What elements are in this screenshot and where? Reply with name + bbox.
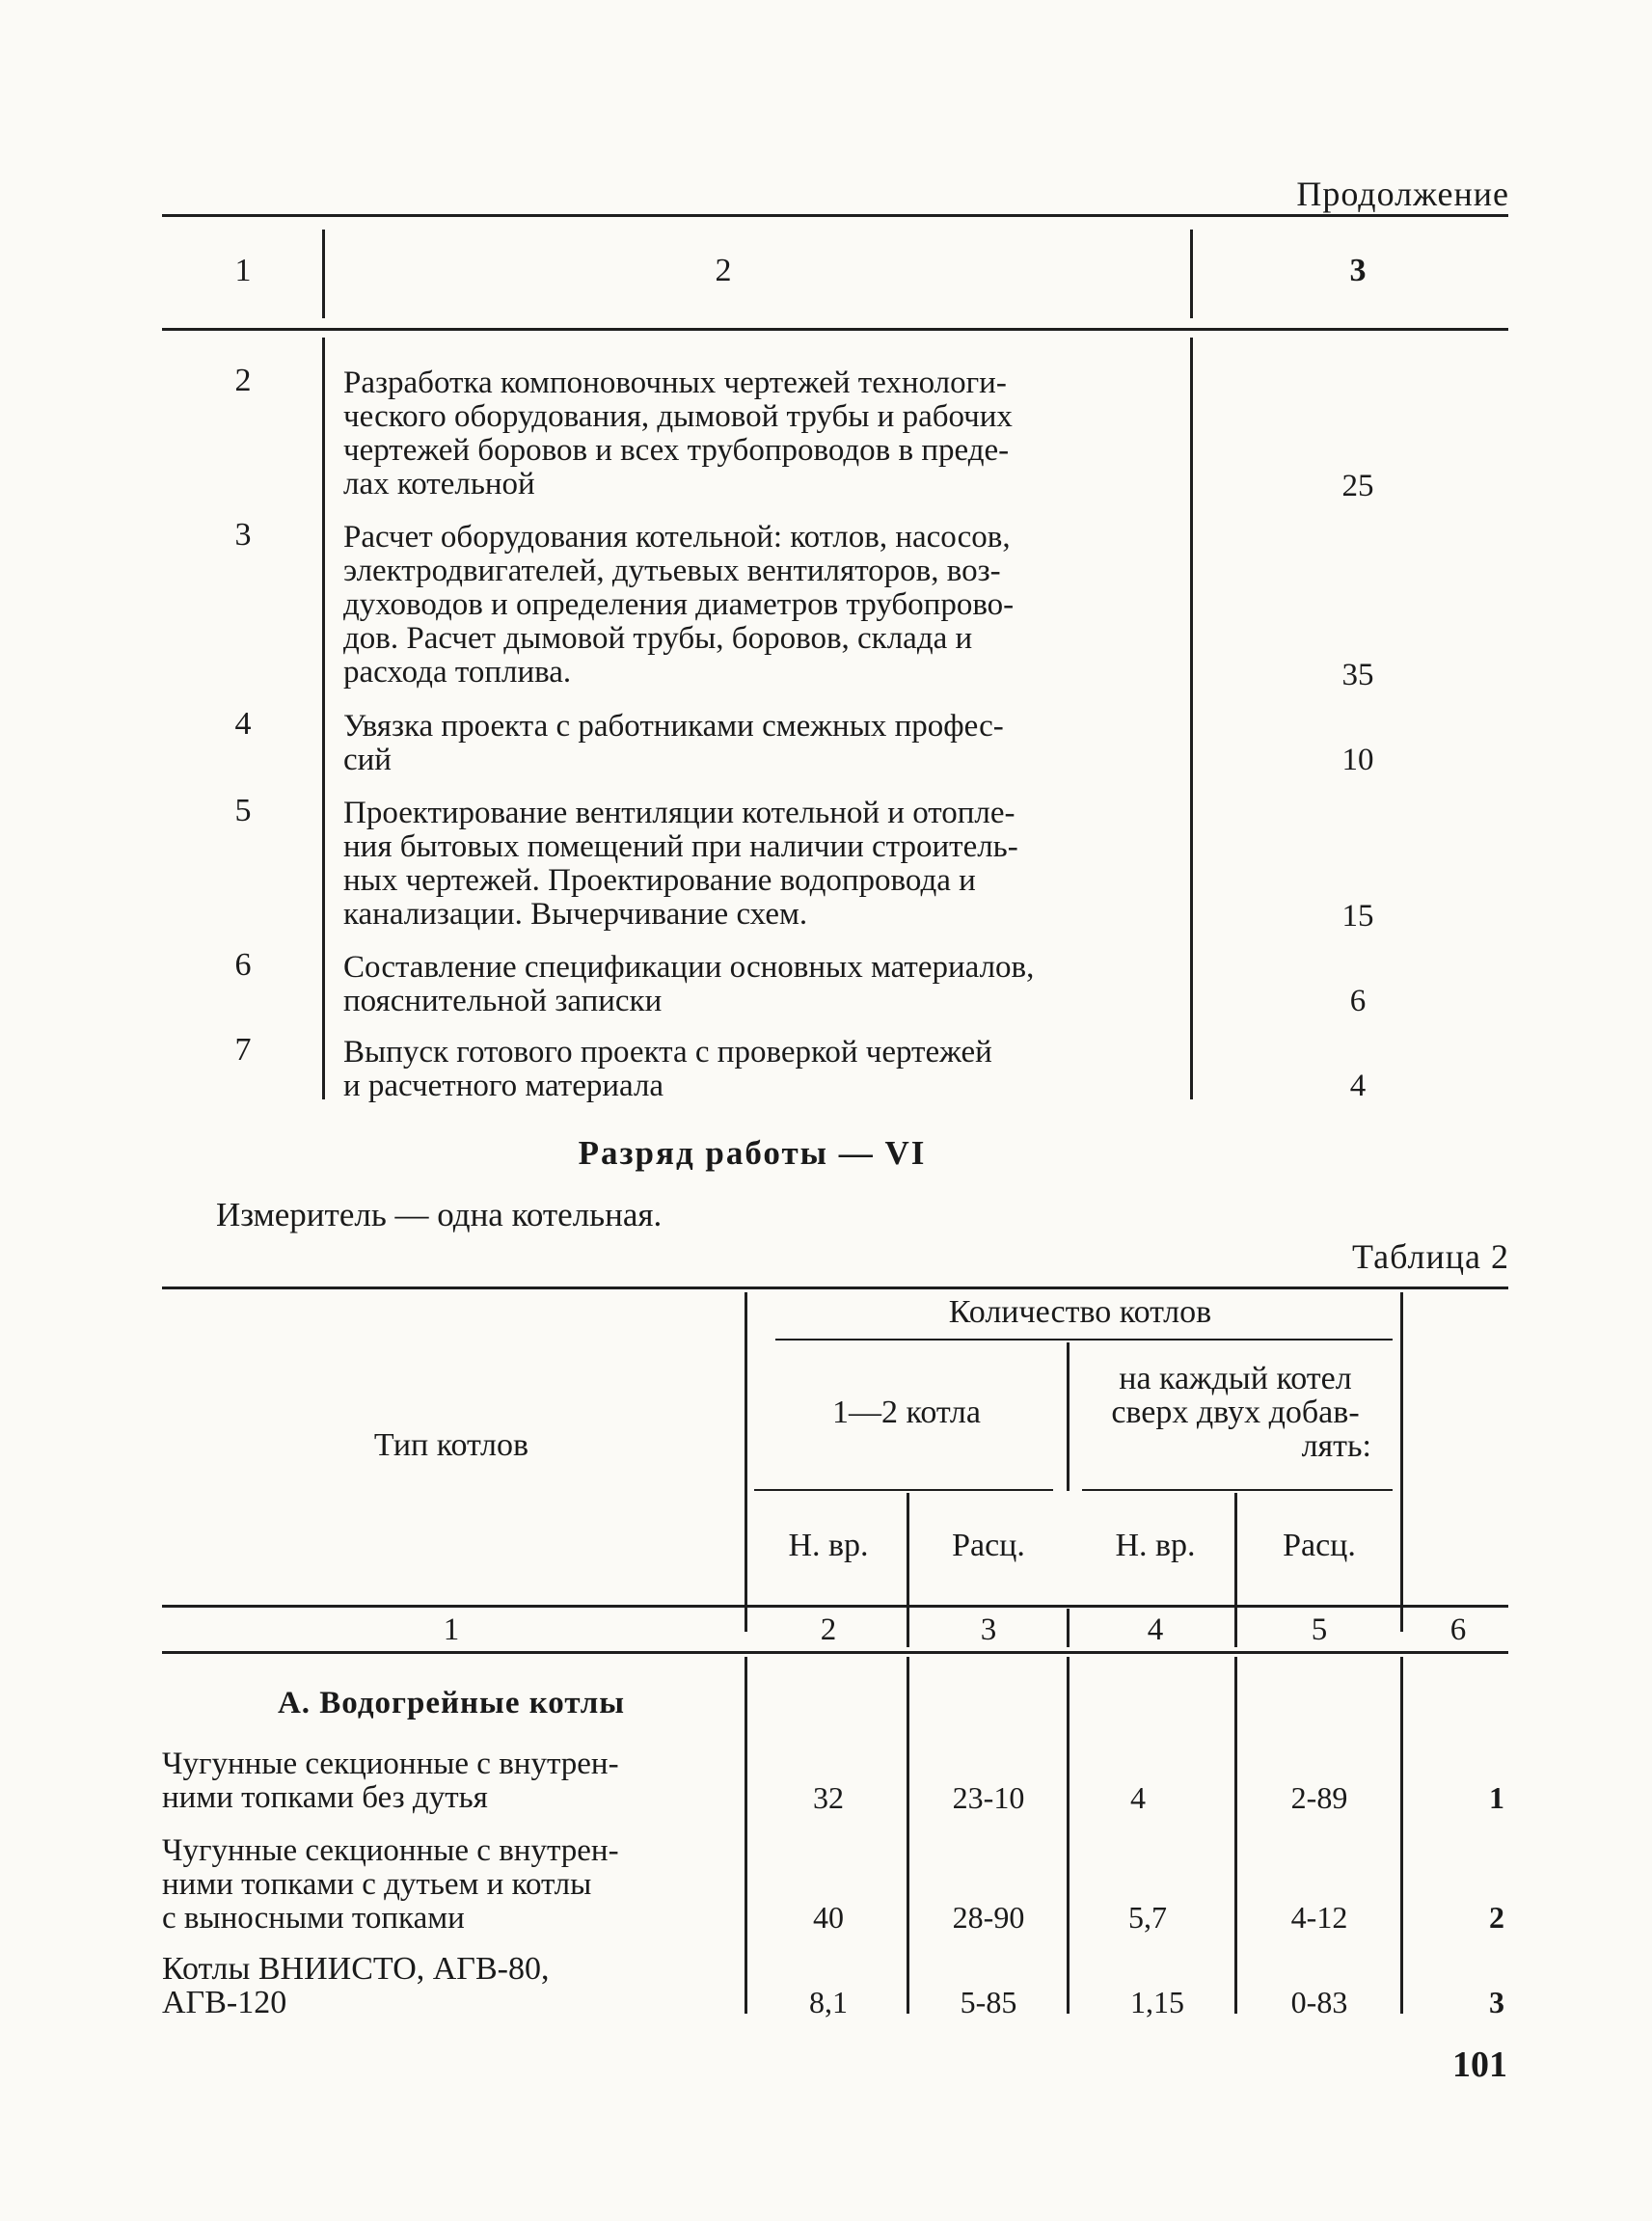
table1-row-text: Увязка проекта с работниками смежных профес- сий [343,709,1004,777]
table1-body-divider-1 [322,338,325,1099]
table2-cell: 5,7 [1128,1900,1167,1935]
table2-sub-rule-left [754,1489,1053,1491]
table2-body-divider [907,1657,909,2014]
table2-col-number: 5 [1311,1612,1328,1647]
table2-header-rate: Расц. [952,1528,1025,1563]
table2-sub-second: на каждый котел сверх двух добав- лять: [1111,1361,1371,1464]
table2-cell: 40 [813,1900,844,1935]
table1-row-number: 2 [234,363,252,398]
table1-row-value: 25 [1341,469,1374,503]
table2-row-label: Чугунные секционные с внутрен- ними топками без дутья [162,1747,619,1815]
table1-row-number: 6 [234,947,252,983]
table1-header-col2: 2 [715,253,732,288]
table2-cell: 1,15 [1130,1985,1184,2019]
table1-row-text: Расчет оборудования котельной: котлов, насосов, электродвигателей, дутьевых вентиляторов, воз- духоводов и определения диаметров трубопрово- дов. Расчет дымовой трубы, боровов, склада и расхода топлива. [343,520,1015,690]
table1-header-divider-1 [322,230,325,318]
table2-cell: 3 [1489,1985,1504,2019]
table2-number-row-top-rule [162,1605,1508,1608]
table2-header-type: Тип котлов [373,1427,529,1463]
table2-col-number: 6 [1449,1612,1467,1647]
table2-cell: 0-83 [1290,1985,1348,2019]
table2-header-norm: Н. вр. [1115,1528,1196,1563]
table1-row-text: Составление спецификации основных материалов, пояснительной записки [343,950,1035,1018]
table2-number-row-divider [907,1609,909,1647]
table2-body-divider [1400,1657,1403,2014]
table2-cell: 32 [813,1780,844,1815]
table1-row-number: 7 [234,1032,252,1068]
table1-header-divider-2 [1190,230,1193,318]
table2-number-row-divider [1234,1609,1237,1647]
table2-header-rate: Расц. [1283,1528,1356,1563]
table1-row-value: 4 [1349,1069,1367,1103]
table1-row-number: 5 [234,793,252,828]
table2-col-number: 3 [980,1612,997,1647]
table1-body-divider-2 [1190,338,1193,1099]
table2-sub-rule-right [1082,1489,1393,1491]
table1-row-number: 4 [234,706,252,742]
table1-header-bottom-rule [162,328,1508,331]
table2-cell: 23-10 [952,1780,1025,1815]
table2-sub-first: 1—2 котла [832,1395,981,1430]
table2-group-header: Количество котлов [948,1294,1212,1330]
table2-col-number: 2 [820,1612,837,1647]
table2-row-label: Чугунные секционные с внутрен- ними топками с дутьем и котлы с выносными топками [162,1833,619,1936]
table2-body-divider [1234,1657,1237,2014]
table1-row-value: 15 [1341,899,1374,934]
table2-cell: 1 [1489,1780,1504,1815]
table1-row-text: Выпуск готового проекта с проверкой чертежей и расчетного материала [343,1035,992,1103]
table2-header-divider [907,1493,909,1609]
table2-group-rule [775,1339,1393,1341]
table2-label: Таблица 2 [1352,1237,1509,1276]
page-number: 101 [1452,2045,1507,2085]
table2-divider-type [745,1292,747,1632]
table2-divider-last [1400,1292,1403,1632]
table2-top-rule [162,1287,1508,1289]
measure-text: Измеритель — одна котельная. [216,1196,663,1233]
table2-cell: 2 [1489,1900,1504,1935]
table2-col-number: 4 [1147,1612,1164,1647]
table2-cell: 28-90 [952,1900,1025,1935]
table2-body-divider [745,1657,747,2014]
continuation-label: Продолжение [1296,175,1509,213]
table1-row-text: Разработка компоновочных чертежей технологи- ческого оборудования, дымовой трубы и рабочих чертежей боровов и всех трубопроводов в преде- лах котельной [343,366,1013,501]
table2-col-number: 1 [443,1612,460,1647]
table2-cell: 4 [1130,1780,1146,1815]
table2-header-divider [1234,1493,1237,1609]
table2-cell: 5-85 [960,1985,1017,2019]
table1-row-value: 10 [1341,743,1374,777]
table2-cell: 8,1 [809,1985,848,2019]
table1-header-col3: 3 [1349,253,1367,288]
table1-row-value: 6 [1349,984,1367,1018]
table2-section-a: А. Водогрейные котлы [277,1686,626,1720]
table1-header-col1: 1 [234,253,252,288]
table1-row-text: Проектирование вентиляции котельной и отопле- ния бытовых помещений при наличии строитель- ных чертежей. Проектирование водопровода и канализации. Вычерчивание схем. [343,796,1018,932]
table2-number-row-divider [1067,1609,1070,1647]
table1-top-rule [162,214,1508,217]
table2-cell: 4-12 [1290,1900,1348,1935]
table1-row-value: 35 [1341,658,1374,692]
table1-row-number: 3 [234,517,252,553]
table2-sub-divider [1067,1342,1070,1491]
section-title: Разряд работы — VI [578,1134,927,1172]
table2-row-label: Котлы ВНИИСТО, АГВ-80, АГВ-120 [162,1951,550,2020]
table2-cell: 2-89 [1290,1780,1348,1815]
table2-body-divider [1067,1657,1070,2014]
table2-number-row-bottom-rule [162,1651,1508,1654]
table2-header-norm: Н. вр. [788,1528,869,1563]
